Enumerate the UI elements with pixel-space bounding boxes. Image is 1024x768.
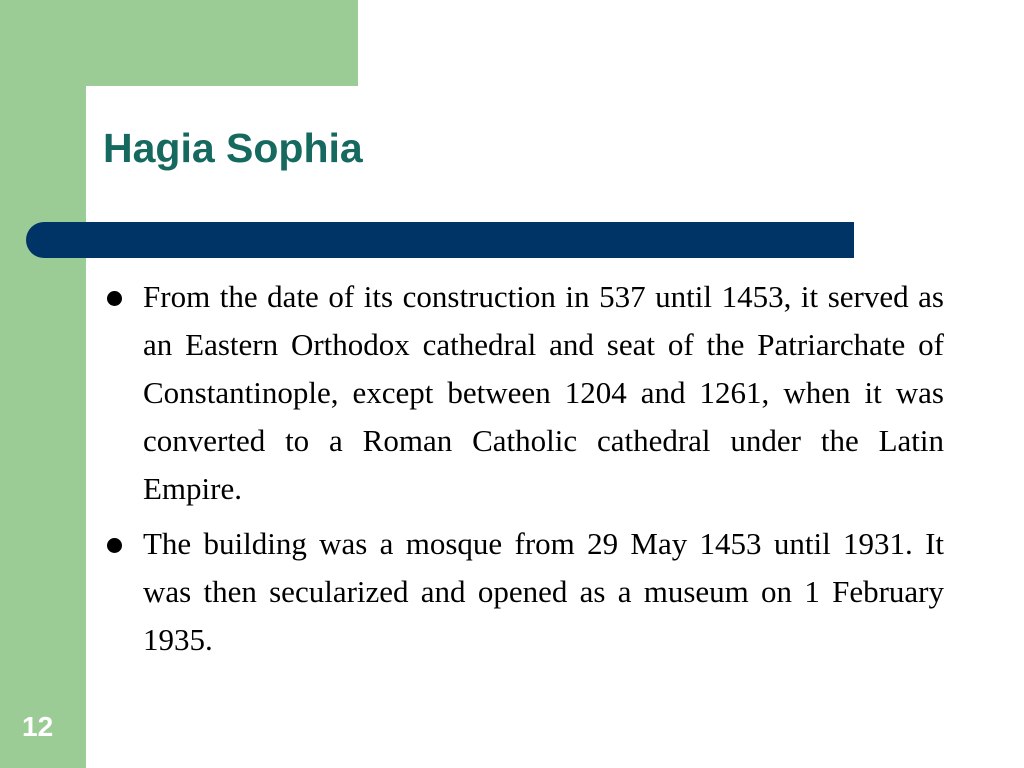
left-green-frame <box>0 0 86 768</box>
bullet-item-1 <box>104 273 944 513</box>
bullet-text-2: The building was a mosque from 29 May 1453 until 1931. It was then secularized and opened as a museum on 1 February 1935. <box>143 526 944 657</box>
bullet-item-2 <box>104 520 944 664</box>
title-divider-bar <box>26 222 854 258</box>
bullet-dot-icon <box>107 538 122 553</box>
bullet-text-1: From the date of its construction in 537 until 1453, it served as an Eastern Orthodox cathedral and seat of the Patriarchate of Constantinople, except between 1204 and 1261, when it was converted to a Roman Catholic cathedral under the Latin Empire. <box>143 279 944 506</box>
slide-number: 12 <box>22 711 54 742</box>
slide-title: Hagia Sophia <box>103 125 363 171</box>
bullet-list <box>104 273 944 671</box>
top-green-frame <box>0 0 358 86</box>
bullet-dot-icon <box>107 291 122 306</box>
